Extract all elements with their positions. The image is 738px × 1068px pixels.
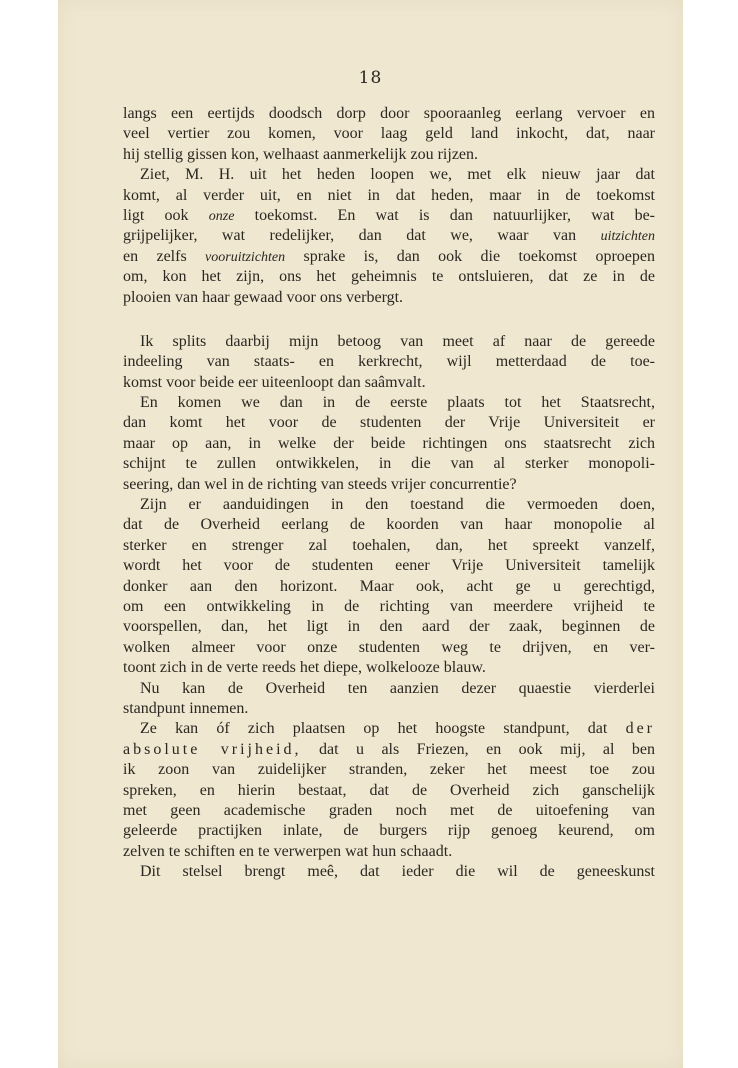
text-line: toont zich in de verte reeds het diepe, wolkelooze blauw. <box>123 659 486 677</box>
text-line: schijnt te zullen ontwikkelen, in die van al sterker monopoli- <box>123 455 655 473</box>
text-segment: Ze kan óf zich plaatsen op het hoogste standpunt, dat <box>140 720 608 738</box>
text-line: Ik splits daarbij mijn betoog van meet af naar de gereede <box>140 332 655 350</box>
paragraph-6 <box>123 679 655 720</box>
text-segment: sprake is, dan ook die toekomst oproepen <box>303 247 656 265</box>
text-line: donker aan den horizont. Maar ook, acht ge u gerechtigd, <box>123 577 655 595</box>
paragraph-8 <box>123 862 655 882</box>
text-line: ik zoon van zuidelijker stranden, zeker het meest toe zou <box>123 761 655 779</box>
text-line: Ziet, M. H. uit het heden loopen we, met elk nieuw jaar dat <box>140 166 655 184</box>
text-line: voorspellen, dan, het ligt in den aard der zaak, beginnen de <box>123 618 655 636</box>
text-line: Nu kan de Overheid ten aanzien dezer quaestie vierderlei <box>140 679 655 697</box>
text-line: wolken almeer voor onze studenten weg te drijven, en ver- <box>123 638 655 656</box>
paragraph-7 <box>123 719 655 862</box>
text-line: En komen we dan in de eerste plaats tot het Staatsrecht, <box>140 394 655 412</box>
text-line: Dit stelsel brengt meê, dat ieder die wil de geneeskunst <box>140 863 655 881</box>
text-line: dat de Overheid eerlang de koorden van haar monopolie al <box>123 516 655 534</box>
text-line <box>123 740 655 760</box>
text-line: hij stellig gissen kon, welhaast aanmerkelijk zou rijzen. <box>123 145 479 163</box>
text-line: Zijn er aanduidingen in den toestand die vermoeden doen, <box>140 496 655 514</box>
italic-word: uitzichten <box>600 229 655 245</box>
text-line: wordt het voor de studenten eener Vrije Universiteit tamelijk <box>123 557 655 575</box>
text-line: om, kon het zijn, ons het geheimnis te ontsluieren, dat ze in de <box>123 268 655 286</box>
text-line: standpunt innemen. <box>123 699 249 717</box>
section-break <box>123 308 655 332</box>
text-line <box>123 206 655 226</box>
text-segment: ligt ook <box>123 206 189 224</box>
text-line: geleerde practijken inlate, de burgers rijp genoeg keurend, om <box>123 822 655 840</box>
text-line: zelven te schiften en te verwerpen wat hun schaadt. <box>123 842 453 860</box>
text-line: sterker en strenger zal toehalen, dan, het spreekt vanzelf, <box>123 536 655 554</box>
italic-word: vooruitzichten <box>205 249 286 265</box>
text-line: indeeling van staats- en kerkrecht, wijl metterdaad de toe- <box>123 353 655 371</box>
paragraph-5 <box>123 495 655 679</box>
paragraph-2 <box>123 165 655 308</box>
text-line: plooien van haar gewaad voor ons verbergt. <box>123 288 404 306</box>
italic-word: onze <box>208 208 235 224</box>
text-line: spreken, en hierin bestaat, dat de Overheid zich ganschelijk <box>123 781 655 799</box>
text-line <box>123 247 655 267</box>
text-line: om een ontwikkeling in de richting van meerdere vrijheid te <box>123 597 655 615</box>
paragraph-4 <box>123 393 655 495</box>
text-segment: toekomst. En wat is dan natuurlijker, wat be- <box>254 206 656 224</box>
text-line: langs een eertijds doodsch dorp door spooraanleg eerlang vervoer en <box>123 105 655 122</box>
text-line: komst voor beide eer uiteenloopt dan saâmvalt. <box>123 373 426 391</box>
paragraph-3 <box>123 332 655 393</box>
text-line: veel vertier zou komen, voor laag geld land inkocht, dat, naar <box>123 125 655 143</box>
paragraph-1 <box>123 104 655 165</box>
text-line: dan komt het voor de studenten der Vrije Universiteit er <box>123 414 655 432</box>
text-line <box>123 719 655 739</box>
text-line: komt, al verder uit, en niet in dat heden, maar in de toekomst <box>123 186 655 204</box>
text-line <box>123 226 655 246</box>
body-text <box>123 104 655 882</box>
text-segment: en zelfs <box>123 247 187 265</box>
spaced-word: der <box>625 720 656 738</box>
page-number: 18 <box>358 68 383 88</box>
text-line: maar op aan, in welke der beide richtingen ons staatsrecht zich <box>123 434 655 452</box>
text-segment: grijpelijker, wat redelijker, dan dat we, waar van <box>123 227 577 245</box>
text-line: met geen academische graden noch met de uitoefening van <box>123 801 655 819</box>
text-line: seering, dan wel in de richting van steeds vrijer concurrentie? <box>123 475 517 493</box>
spaced-phrase: absolute vrijheid, <box>123 740 302 758</box>
text-segment: dat u als Friezen, en ook mij, al ben <box>319 740 655 758</box>
